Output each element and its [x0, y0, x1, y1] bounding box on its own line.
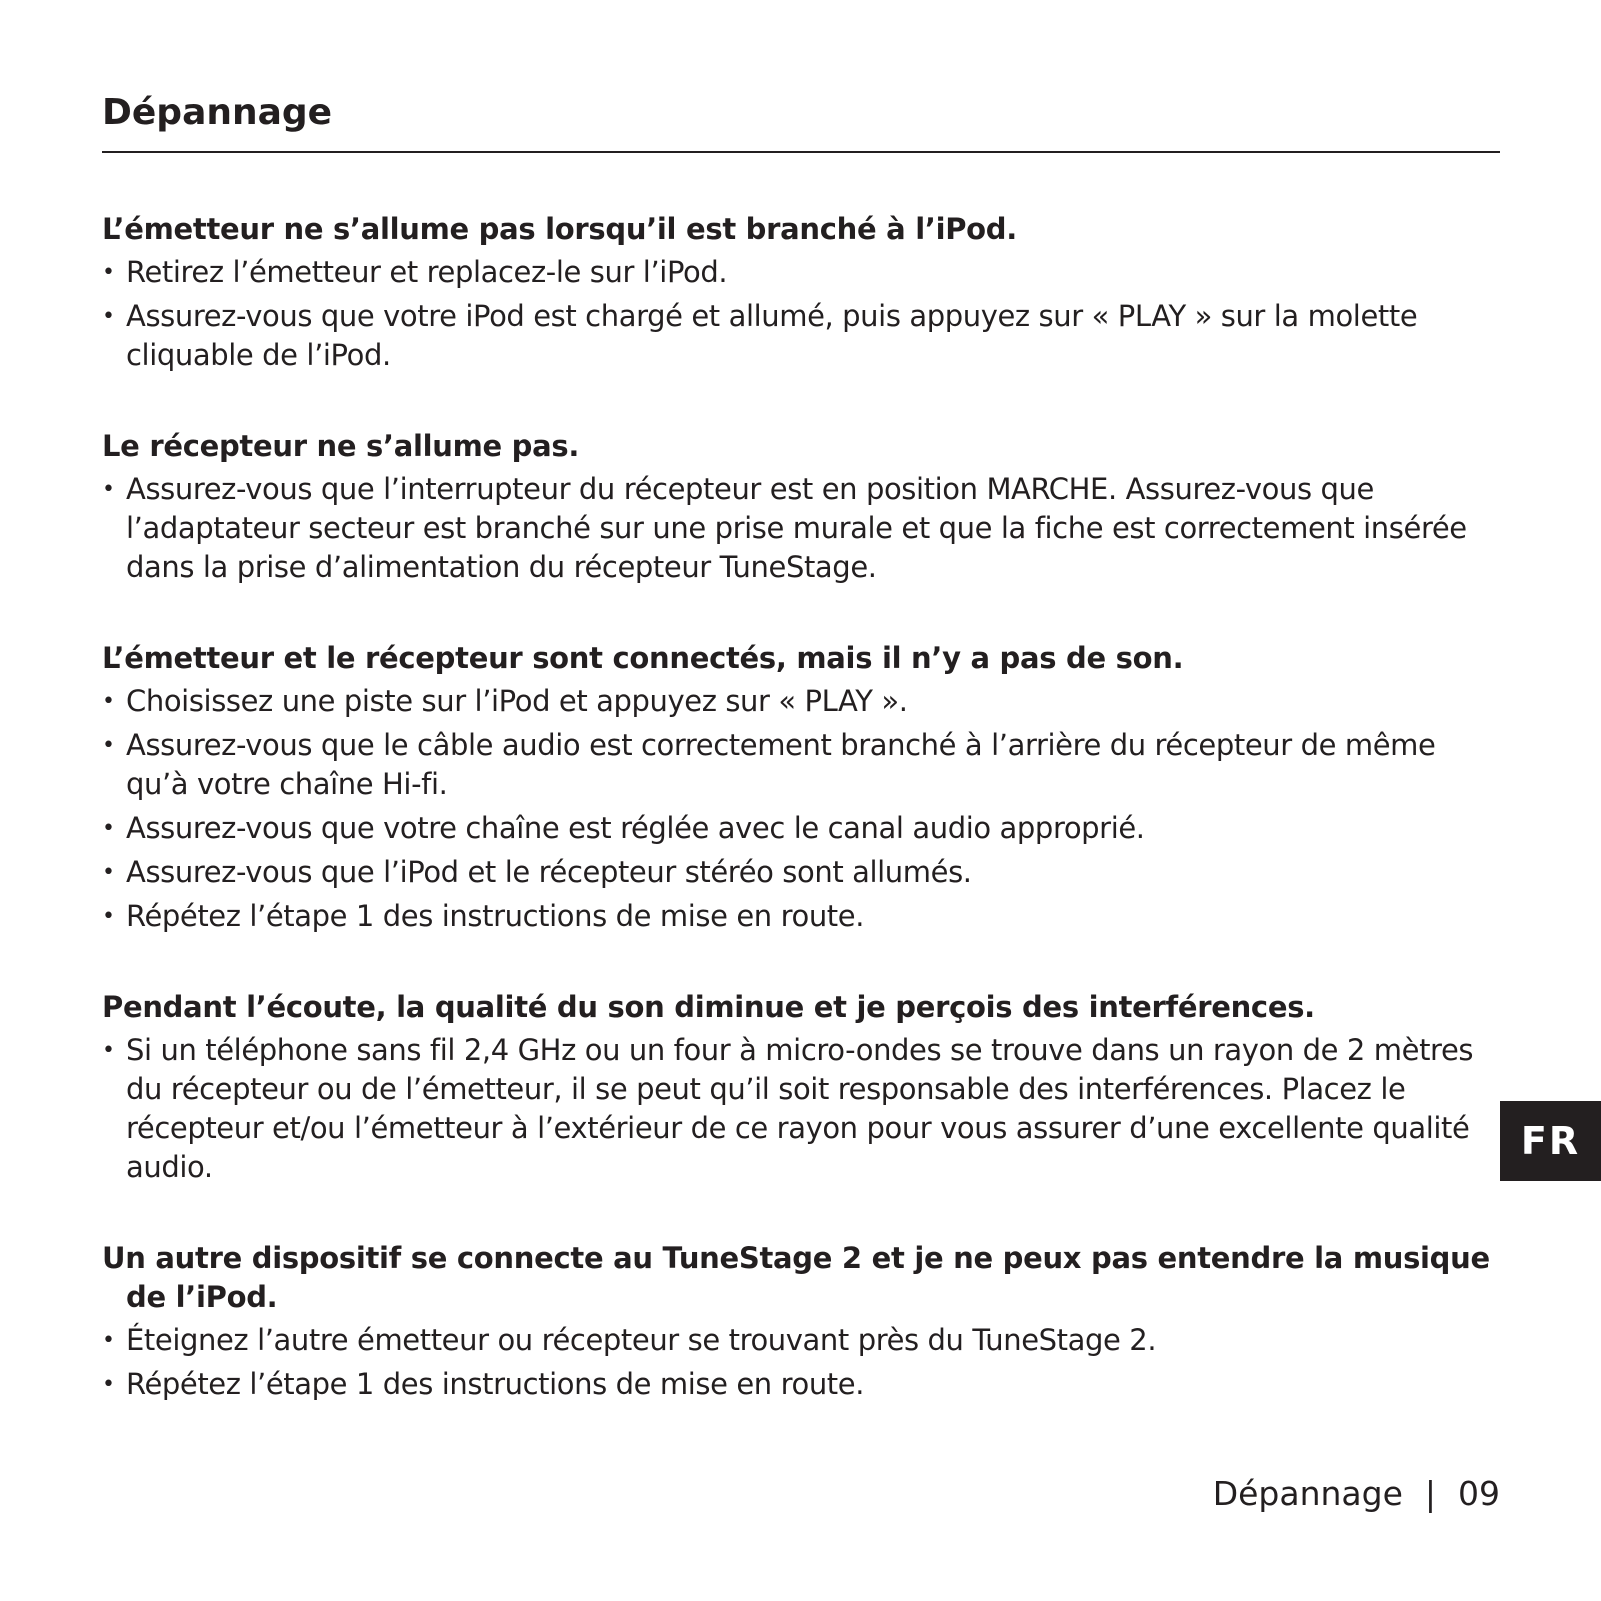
bullet-icon: •	[102, 733, 115, 758]
list-item-text: Si un téléphone sans fil 2,4 GHz ou un four à micro-ondes se trouve dans un rayon de 2 mètres du récepteur ou de l’émetteur, il se peut qu’il soit responsable des interférences. Placez le récepteur et/ou l’émetteur à l’extérieur de ce rayon pour vous assurer d’une excellente qualité audio.	[126, 1033, 1474, 1184]
list-item	[102, 1031, 1502, 1187]
list-item-text: Répétez l’étape 1 des instructions de mise en route.	[126, 899, 865, 933]
language-tab: FR	[1500, 1101, 1601, 1181]
troubleshooting-content	[102, 210, 1502, 1456]
section-heading: Un autre dispositif se connecte au TuneStage 2 et je ne peux pas entendre la musique de l’iPod.	[102, 1241, 1490, 1314]
section-heading: L’émetteur ne s’allume pas lorsqu’il est branché à l’iPod.	[102, 212, 1017, 246]
page-title: Dépannage	[102, 92, 333, 133]
footer-section-name: Dépannage	[1212, 1474, 1403, 1513]
bullet-icon: •	[102, 1038, 115, 1063]
bullet-list	[102, 1031, 1502, 1187]
bullet-icon: •	[102, 304, 115, 329]
section-receiver-no-power	[102, 427, 1502, 587]
bullet-list	[102, 253, 1502, 375]
bullet-icon: •	[102, 816, 115, 841]
list-item	[102, 1365, 1502, 1404]
list-item	[102, 897, 1502, 936]
footer-separator: |	[1424, 1474, 1436, 1513]
list-item	[102, 297, 1502, 375]
bullet-icon: •	[102, 260, 115, 285]
list-item	[102, 253, 1502, 292]
bullet-icon: •	[102, 1328, 115, 1353]
list-item	[102, 1321, 1502, 1360]
list-item-text: Assurez-vous que le câble audio est correctement branché à l’arrière du récepteur de même qu’à votre chaîne Hi-fi.	[126, 728, 1436, 801]
section-transmitter-no-power	[102, 210, 1502, 375]
list-item-text: Assurez-vous que votre chaîne est réglée avec le canal audio approprié.	[126, 811, 1145, 845]
list-item-text: Assurez-vous que votre iPod est chargé et allumé, puis appuyez sur « PLAY » sur la molette cliquable de l’iPod.	[126, 299, 1418, 372]
page-footer	[1213, 1474, 1500, 1513]
page-number: 09	[1458, 1474, 1500, 1513]
title-divider	[102, 151, 1500, 153]
bullet-icon: •	[102, 1372, 115, 1397]
list-item-text: Choisissez une piste sur l’iPod et appuyez sur « PLAY ».	[126, 684, 908, 718]
bullet-icon: •	[102, 904, 115, 929]
list-item-text: Répétez l’étape 1 des instructions de mise en route.	[126, 1367, 865, 1401]
section-heading: L’émetteur et le récepteur sont connectés, mais il n’y a pas de son.	[102, 641, 1184, 675]
bullet-icon: •	[102, 689, 115, 714]
list-item	[102, 853, 1502, 892]
list-item-text: Assurez-vous que l’iPod et le récepteur stéréo sont allumés.	[126, 855, 972, 889]
list-item-text: Assurez-vous que l’interrupteur du récepteur est en position MARCHE. Assurez-vous que l’adaptateur secteur est branché sur une prise murale et que la fiche est correctement insérée dans la prise d’alimentation du récepteur TuneStage.	[126, 472, 1467, 584]
list-item	[102, 809, 1502, 848]
bullet-list	[102, 682, 1502, 936]
bullet-list	[102, 470, 1502, 587]
bullet-icon: •	[102, 477, 115, 502]
bullet-icon: •	[102, 860, 115, 885]
list-item	[102, 726, 1502, 804]
list-item-text: Éteignez l’autre émetteur ou récepteur se trouvant près du TuneStage 2.	[126, 1323, 1157, 1357]
section-no-sound	[102, 639, 1502, 936]
section-other-device	[102, 1239, 1502, 1404]
list-item	[102, 682, 1502, 721]
list-item	[102, 470, 1502, 587]
bullet-list	[102, 1321, 1502, 1404]
section-interference	[102, 988, 1502, 1187]
list-item-text: Retirez l’émetteur et replacez-le sur l’iPod.	[126, 255, 728, 289]
section-heading: Pendant l’écoute, la qualité du son diminue et je perçois des interférences.	[102, 990, 1315, 1024]
section-heading: Le récepteur ne s’allume pas.	[102, 429, 580, 463]
